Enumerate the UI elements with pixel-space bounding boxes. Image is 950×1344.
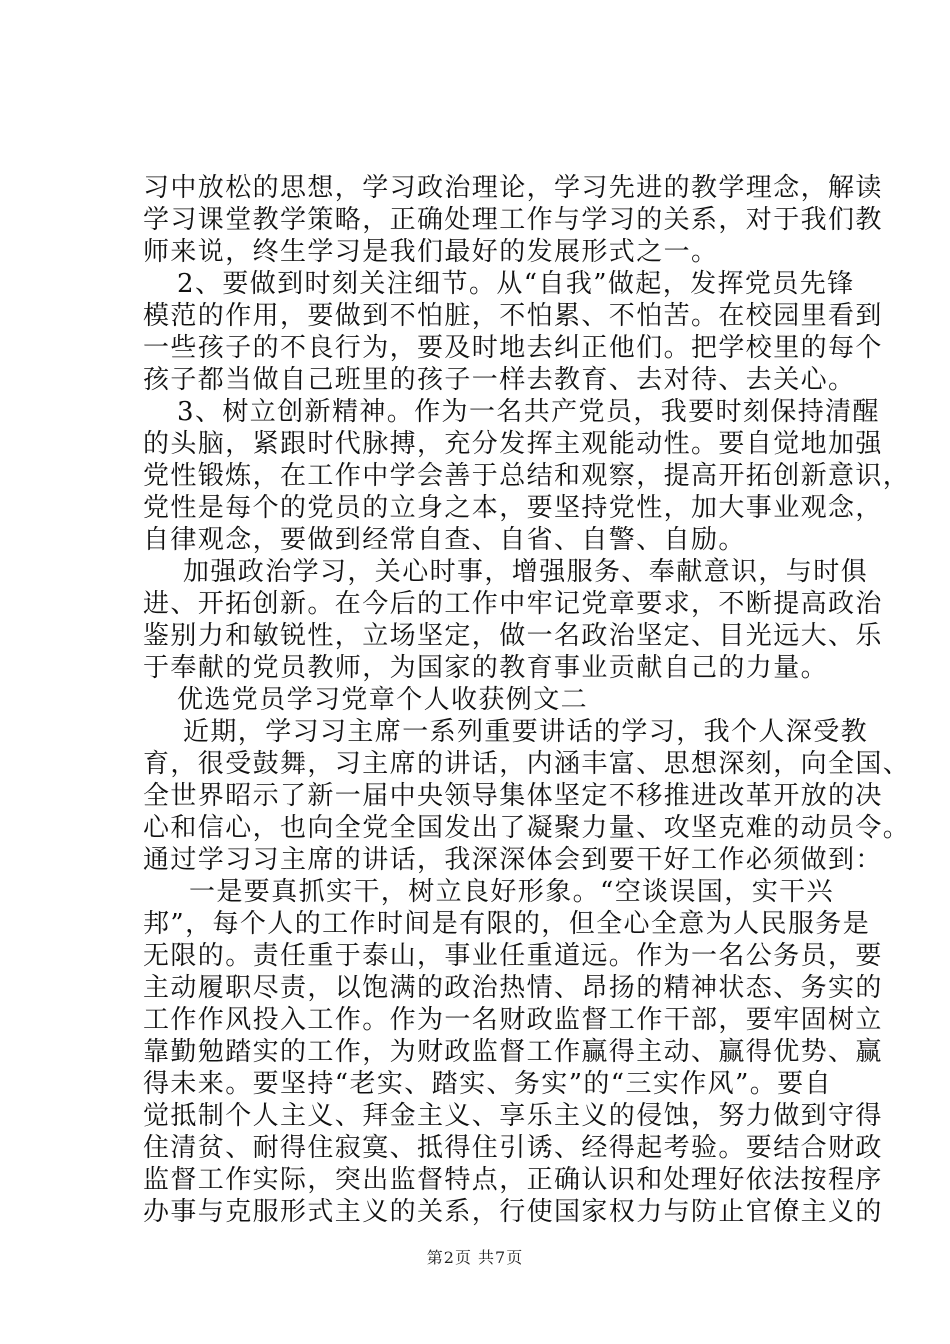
text-line: 学习课堂教学策略，正确处理工作与学习的关系，对于我们教 (143, 205, 883, 235)
text-line: 自律观念，要做到经常自查、自省、自警、自励。 (143, 525, 746, 555)
text-line: 觉抵制个人主义、拜金主义、享乐主义的侵蚀，努力做到守得 (143, 1101, 883, 1131)
text-line: 监督工作实际，突出监督特点，正确认识和处理好依法按程序 (143, 1165, 883, 1195)
text-line: 模范的作用，要做到不怕脏，不怕累、不怕苦。在校园里看到 (143, 301, 883, 331)
text-line: 主动履职尽责，以饱满的政治热情、昂扬的精神状态、务实的 (143, 973, 883, 1003)
text-line: 师来说，终生学习是我们最好的发展形式之一。 (143, 237, 719, 267)
paragraph-start-line: 一是要真抓实干，树立良好形象。“空谈误国，实干兴 (189, 877, 834, 907)
text-line: 住清贫、耐得住寂寞、抵得住引诱、经得起考验。要结合财政 (143, 1133, 883, 1163)
paragraph-start-line: 加强政治学习，关心时事，增强服务、奉献意识，与时俱 (183, 557, 869, 587)
text-line: 于奉献的党员教师，为国家的教育事业贡献自己的力量。 (143, 653, 829, 683)
text-line: 工作作风投入工作。作为一名财政监督工作干部，要牢固树立 (143, 1005, 883, 1035)
paragraph-start-line: 2、要做到时刻关注细节。从“自我”做起，发挥党员先锋 (177, 269, 855, 299)
section-heading: 优选党员学习党章个人收获例文二 (177, 685, 589, 715)
text-line: 通过学习习主席的讲话，我深深体会到要干好工作必须做到： (143, 845, 883, 875)
text-line: 全世界昭示了新一届中央领导集体坚定不移推进改革开放的决 (143, 781, 883, 811)
text-line: 办事与克服形式主义的关系，行使国家权力与防止官僚主义的 (143, 1197, 883, 1227)
text-line: 党性锻炼，在工作中学会善于总结和观察，提高开拓创新意识， (143, 461, 911, 491)
text-line: 心和信心，也向全党全国发出了凝聚力量、攻坚克难的动员令。 (143, 813, 911, 843)
text-line: 邦”，每个人的工作时间是有限的，但全心全意为人民服务是 (143, 909, 871, 939)
paragraph-start-line: 3、树立创新精神。作为一名共产党员，我要时刻保持清醒 (177, 397, 880, 427)
text-line: 孩子都当做自己班里的孩子一样去教育、去对待、去关心。 (143, 365, 856, 395)
text-line: 进、开拓创新。在今后的工作中牢记党章要求，不断提高政治 (143, 589, 883, 619)
document-body (143, 172, 911, 1228)
text-line: 育，很受鼓舞，习主席的讲话，内涵丰富、思想深刻，向全国、 (143, 749, 911, 779)
text-line: 一些孩子的不良行为，要及时地去纠正他们。把学校里的每个 (143, 333, 883, 363)
page-number-footer: 第2页 共7页 (426, 1248, 524, 1267)
text-line: 的头脑，紧跟时代脉搏，充分发挥主观能动性。要自觉地加强 (143, 429, 883, 459)
text-line: 靠勤勉踏实的工作，为财政监督工作赢得主动、赢得优势、赢 (143, 1037, 883, 1067)
paragraph-start-line: 近期，学习习主席一系列重要讲话的学习，我个人深受教 (183, 717, 869, 747)
text-line: 党性是每个的党员的立身之本，要坚持党性，加大事业观念， (143, 493, 883, 523)
text-line: 得未来。要坚持“老实、踏实、务实”的“三实作风”。要自 (143, 1069, 832, 1099)
text-line: 习中放松的思想，学习政治理论，学习先进的教学理念，解读 (143, 173, 883, 203)
text-line: 鉴别力和敏锐性，立场坚定，做一名政治坚定、目光远大、乐 (143, 621, 883, 651)
text-line: 无限的。责任重于泰山，事业任重道远。作为一名公务员，要 (143, 941, 883, 971)
